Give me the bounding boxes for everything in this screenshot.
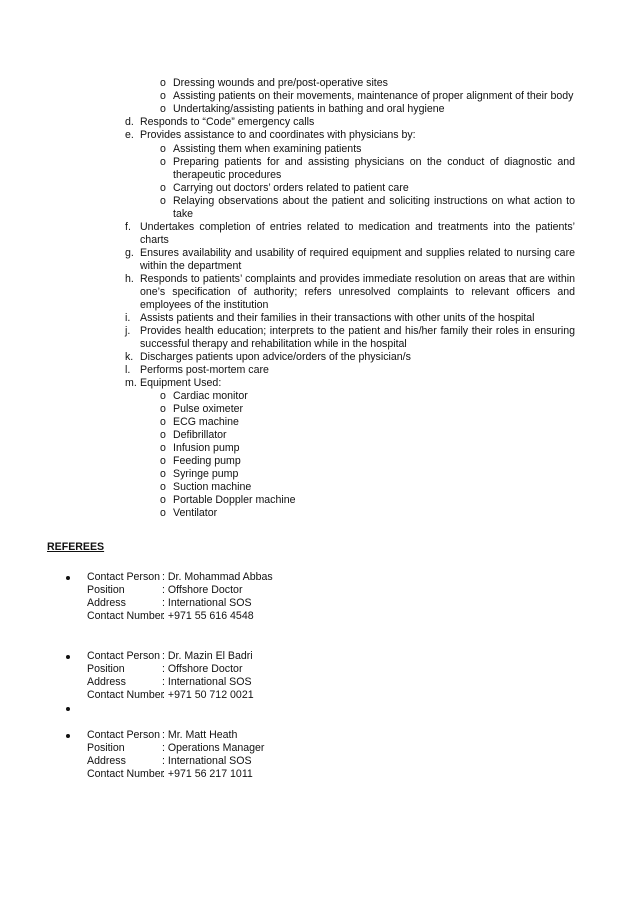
list-marker: h. bbox=[125, 273, 134, 285]
sub-bullet: o bbox=[160, 455, 166, 467]
list-marker: m. bbox=[125, 377, 137, 389]
equipment-item: Pulse oximeter bbox=[173, 403, 244, 415]
sub-item-text: Carrying out doctors’ orders related to patient care bbox=[173, 182, 409, 194]
contact-person-label: Contact Person bbox=[87, 729, 161, 741]
contact-number-value: : +971 50 712 0021 bbox=[162, 689, 254, 701]
list-marker: d. bbox=[125, 116, 134, 128]
equipment-item: Infusion pump bbox=[173, 442, 240, 454]
sub-bullet: o bbox=[160, 143, 166, 155]
sub-bullet: o bbox=[160, 403, 166, 415]
equipment-item: Suction machine bbox=[173, 481, 252, 493]
address-value: : International SOS bbox=[162, 676, 252, 688]
sub-bullet: o bbox=[160, 90, 166, 102]
contact-person-value: : Mr. Matt Heath bbox=[162, 729, 238, 741]
duty-item-text: Undertakes completion of entries related to medication and treatments into the patients’ bbox=[140, 221, 575, 233]
address-label: Address bbox=[87, 755, 126, 767]
position-value: : Operations Manager bbox=[162, 742, 265, 754]
duty-item-text: one’s specification of authority; refers unresolved complaints to relevant officers and bbox=[140, 286, 575, 298]
sub-bullet: o bbox=[160, 416, 166, 428]
sub-item-text: take bbox=[173, 208, 194, 220]
duty-item-text: successful therapy and rehabilitation while in the hospital bbox=[140, 338, 407, 350]
sub-bullet: o bbox=[160, 77, 166, 89]
equipment-item: Defibrillator bbox=[173, 429, 227, 441]
list-marker: l. bbox=[125, 364, 131, 376]
duty-item-text: charts bbox=[140, 234, 169, 246]
address-value: : International SOS bbox=[162, 755, 252, 767]
bullet-dot bbox=[66, 707, 70, 711]
duty-item-text: Performs post-mortem care bbox=[140, 364, 269, 376]
duty-item-text: Responds to “Code” emergency calls bbox=[140, 116, 315, 128]
duty-item-text: employees of the institution bbox=[140, 299, 269, 311]
duty-item-text: Provides assistance to and coordinates with physicians by: bbox=[140, 129, 416, 141]
bullet-dot bbox=[66, 576, 70, 580]
list-marker: e. bbox=[125, 129, 134, 141]
duty-item-text: Equipment Used: bbox=[140, 377, 222, 389]
position-value: : Offshore Doctor bbox=[162, 663, 243, 675]
list-marker: f. bbox=[125, 221, 131, 233]
equipment-item: Portable Doppler machine bbox=[173, 494, 296, 506]
duty-item-text: Ensures availability and usability of required equipment and supplies related to nursing care bbox=[140, 247, 575, 259]
position-label: Position bbox=[87, 663, 125, 675]
contact-number-label: Contact Number bbox=[87, 689, 165, 701]
sub-item-text: Preparing patients for and assisting physicians on the conduct of diagnostic and bbox=[173, 156, 575, 168]
position-value: : Offshore Doctor bbox=[162, 584, 243, 596]
contact-number-label: Contact Number bbox=[87, 610, 165, 622]
address-label: Address bbox=[87, 676, 126, 688]
sub-bullet: o bbox=[160, 103, 166, 115]
list-marker: j. bbox=[125, 325, 131, 337]
duty-item-text: Provides health education; interprets to the patient and his/her family their roles in ensuring bbox=[140, 325, 575, 337]
bullet-dot bbox=[66, 655, 70, 659]
equipment-item: ECG machine bbox=[173, 416, 239, 428]
equipment-item: Syringe pump bbox=[173, 468, 239, 480]
sub-bullet: o bbox=[160, 494, 166, 506]
sub-bullet: o bbox=[160, 481, 166, 493]
sub-bullet: o bbox=[160, 507, 166, 519]
position-label: Position bbox=[87, 584, 125, 596]
sub-item-text: therapeutic procedures bbox=[173, 169, 282, 181]
sub-bullet: o bbox=[160, 442, 166, 454]
contact-person-label: Contact Person bbox=[87, 571, 161, 583]
equipment-item: Feeding pump bbox=[173, 455, 241, 467]
list-marker: g. bbox=[125, 247, 134, 259]
sub-item-text: Assisting patients on their movements, maintenance of proper alignment of their body bbox=[173, 90, 574, 102]
list-marker: i. bbox=[125, 312, 131, 324]
sub-bullet: o bbox=[160, 195, 166, 207]
contact-number-value: : +971 55 616 4548 bbox=[162, 610, 254, 622]
sub-bullet: o bbox=[160, 156, 166, 168]
contact-person-label: Contact Person bbox=[87, 650, 161, 662]
contact-number-value: : +971 56 217 1011 bbox=[162, 768, 253, 780]
sub-item-text: Assisting them when examining patients bbox=[173, 143, 362, 155]
contact-number-label: Contact Number bbox=[87, 768, 165, 780]
sub-bullet: o bbox=[160, 390, 166, 402]
sub-item-text: Relaying observations about the patient and soliciting instructions on what action to bbox=[173, 195, 575, 207]
bullet-dot bbox=[66, 734, 70, 738]
contact-person-value: : Dr. Mohammad Abbas bbox=[162, 571, 273, 583]
sub-bullet: o bbox=[160, 182, 166, 194]
contact-person-value: : Dr. Mazin El Badri bbox=[162, 650, 253, 662]
list-marker: k. bbox=[125, 351, 134, 363]
equipment-item: Ventilator bbox=[173, 507, 218, 519]
duty-item-text: within the department bbox=[140, 260, 242, 272]
sub-bullet: o bbox=[160, 468, 166, 480]
duty-item-text: Responds to patients’ complaints and provides immediate resolution on areas that are within bbox=[140, 273, 575, 285]
sub-item-text: Undertaking/assisting patients in bathing and oral hygiene bbox=[173, 103, 445, 115]
duty-item-text: Discharges patients upon advice/orders of the physician/s bbox=[140, 351, 411, 363]
referees-heading: REFEREES bbox=[47, 541, 105, 553]
sub-bullet: o bbox=[160, 429, 166, 441]
duty-item-text: Assists patients and their families in their transactions with other units of the hospital bbox=[140, 312, 535, 324]
address-value: : International SOS bbox=[162, 597, 252, 609]
address-label: Address bbox=[87, 597, 126, 609]
position-label: Position bbox=[87, 742, 125, 754]
equipment-item: Cardiac monitor bbox=[173, 390, 248, 402]
sub-item-text: Dressing wounds and pre/post-operative sites bbox=[173, 77, 388, 89]
